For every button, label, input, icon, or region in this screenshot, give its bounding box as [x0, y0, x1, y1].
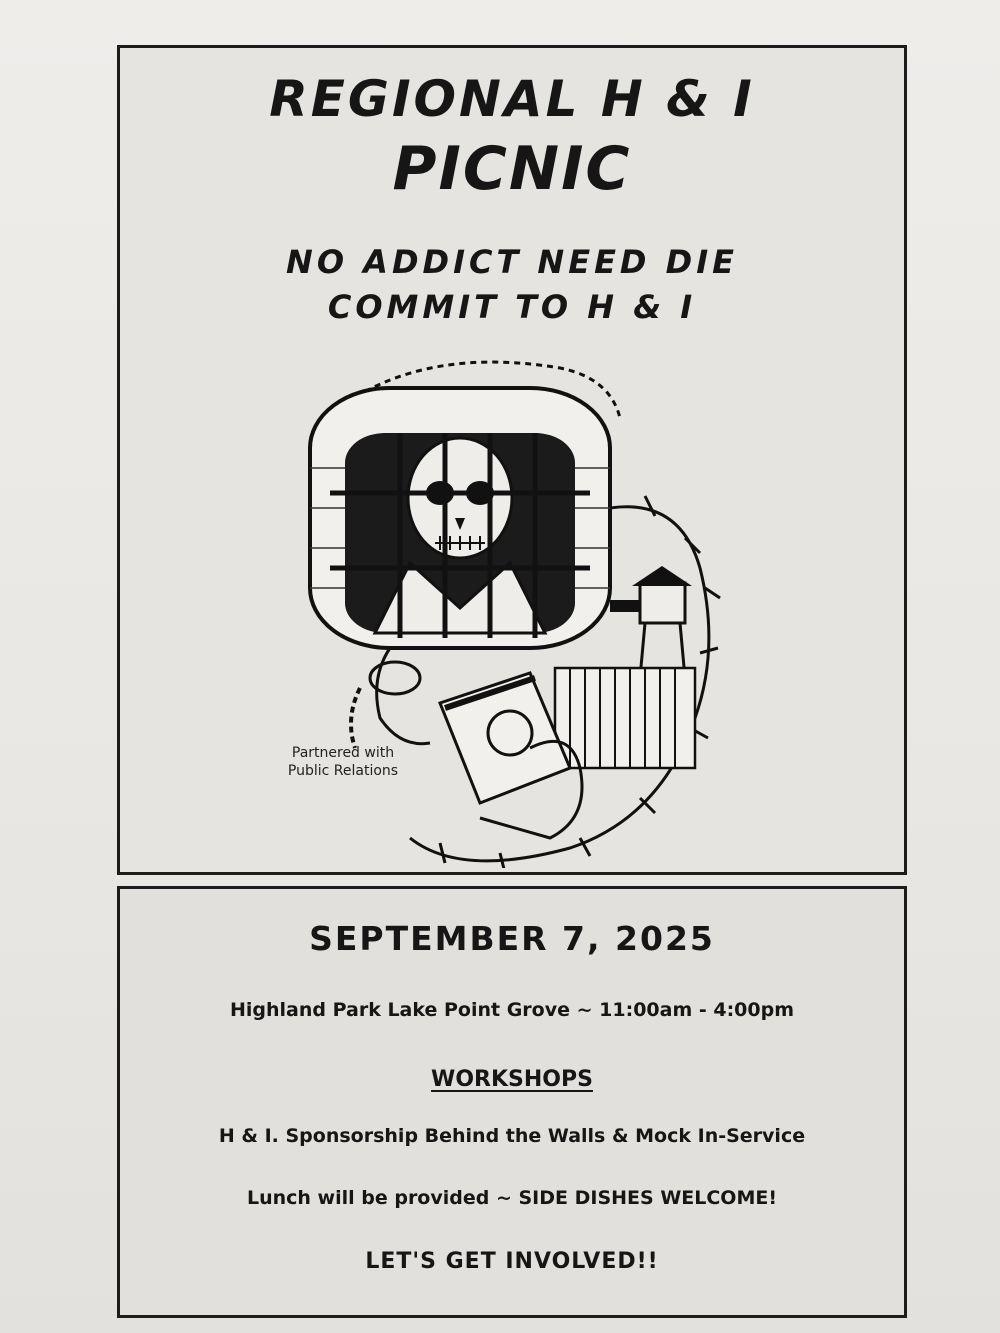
- tagline-line-2: COMMIT TO H & I: [327, 288, 697, 326]
- workshop-list: H & I. Sponsorship Behind the Walls & Mock In-Service: [218, 1125, 806, 1147]
- partner-line-2: Public Relations: [287, 763, 399, 779]
- call-to-action: LET'S GET INVOLVED!!: [365, 1249, 659, 1274]
- flyer-header-panel: [117, 45, 907, 875]
- lunch-note: Lunch will be provided ~ SIDE DISHES WELCOME!: [246, 1187, 778, 1209]
- event-date: SEPTEMBER 7, 2025: [309, 919, 715, 958]
- title-line-2: PICNIC: [392, 134, 632, 204]
- title-line-1: REGIONAL H & I: [269, 70, 755, 128]
- workshops-heading: WORKSHOPS: [431, 1067, 593, 1092]
- partner-note: [268, 744, 418, 780]
- event-details-panel: [117, 886, 907, 1318]
- partner-line-1: Partnered with: [291, 745, 395, 761]
- tagline-line-1: NO ADDICT NEED DIE: [286, 243, 738, 281]
- prison-skeleton-illustration: [300, 348, 740, 868]
- event-location-time: Highland Park Lake Point Grove ~ 11:00am - 4:00pm: [229, 999, 795, 1021]
